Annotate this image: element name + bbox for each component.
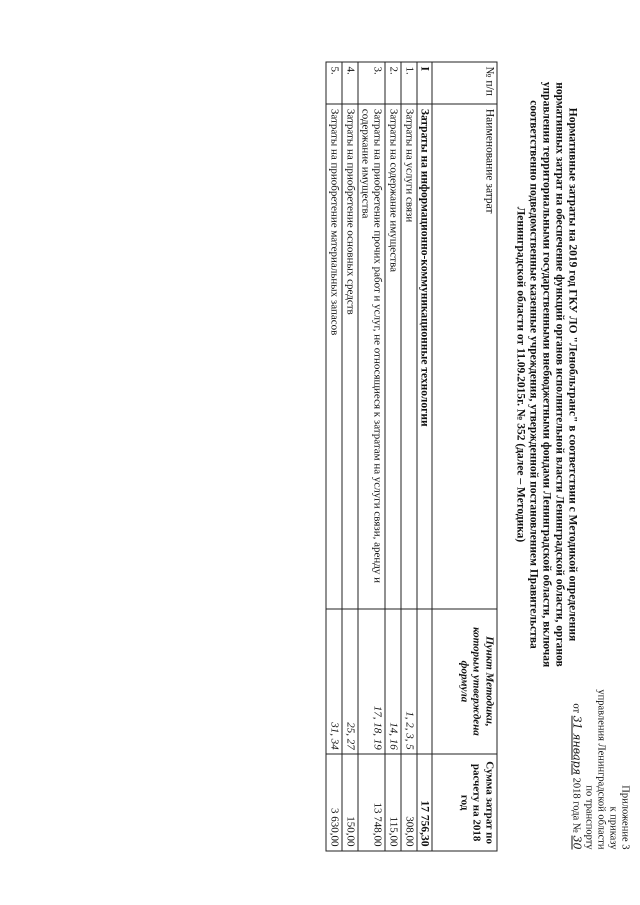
table-row	[342, 62, 358, 851]
table-row	[326, 62, 342, 851]
row-number: 5.	[326, 62, 342, 104]
row-name: Затраты на услуги связи	[401, 104, 417, 608]
row-point: 31, 34	[326, 609, 342, 755]
row-sum: 308,00	[401, 754, 417, 851]
row-number: 3.	[358, 62, 385, 104]
cost-table	[326, 62, 498, 852]
header-point: Пункт Методики, которым утверждена формула	[432, 609, 497, 755]
appendix-date-line	[570, 650, 583, 850]
title-line-1: Нормативные затраты на 2019 год ГКУ ЛО "Ленобльтранс" в соответствии с Методикой определения	[566, 107, 579, 642]
row-sum: 3 630,00	[326, 754, 342, 851]
row-name: Затраты на приобретение материальных запасов	[326, 104, 342, 608]
appendix-line-2: к приказу	[607, 806, 619, 850]
row-point: 17, 18, 19	[358, 609, 385, 755]
header-number: № п/п	[432, 62, 497, 104]
row-point: 1, 2, 3, 5	[401, 609, 417, 755]
section-name: Затраты на информационно-коммуникационные технологии	[417, 104, 432, 608]
date-year: 2018 года №	[570, 777, 582, 833]
section-sum: 17 756,30	[417, 754, 432, 851]
row-number: 2.	[385, 62, 401, 104]
row-number: 4.	[342, 62, 358, 104]
title-line-2: нормативных затрат на обеспечение функций органов исполнительной власти Ленинградской области, органов	[553, 82, 566, 667]
row-number: 1.	[401, 62, 417, 104]
row-point: 14, 16	[385, 609, 401, 755]
title-line-5: Ленинградской области от 11.09.2015г. № 352 (далее – Методика)	[514, 206, 527, 543]
header-sum: Сумма затрат по расчету на 2018 год	[432, 754, 497, 851]
row-sum: 115,00	[385, 754, 401, 851]
table-row	[401, 62, 417, 851]
table-row	[358, 62, 385, 851]
appendix-line-3: управления Ленинградской области	[595, 689, 607, 850]
handwritten-number: 30	[570, 835, 584, 850]
date-prefix: от	[570, 703, 582, 714]
row-sum: 13 748,00	[358, 754, 385, 851]
header-name: Наименование затрат	[432, 104, 497, 608]
row-name: Затраты на приобретение основных средств	[342, 104, 358, 608]
title-line-3: управления территориальными государственными внебюджетными фондами Ленинградской области, включая	[540, 81, 553, 668]
row-name: Затраты на приобретение прочих работ и услуг, не относящиеся к затратам на услуги связи, аренду и содержание имущества	[358, 104, 385, 608]
section-row	[417, 62, 432, 851]
appendix-line-4: по транспорту	[583, 785, 595, 850]
section-number: I	[417, 62, 432, 104]
title-line-4: соответственно подведомственные казенные учреждения, утвержденной постановлением Правительства	[527, 100, 540, 649]
document-page	[1, 0, 640, 905]
row-sum: 150,00	[342, 754, 358, 851]
document-title	[514, 70, 579, 680]
table-header-row	[432, 62, 497, 851]
row-name: Затраты на содержание имущества	[385, 104, 401, 608]
appendix-line-1: Приложение 3	[619, 785, 631, 850]
row-point: 25, 27	[342, 609, 358, 755]
handwritten-date: 31 января	[570, 715, 584, 775]
table-row	[385, 62, 401, 851]
appendix-header	[570, 650, 631, 850]
section-point	[417, 609, 432, 755]
